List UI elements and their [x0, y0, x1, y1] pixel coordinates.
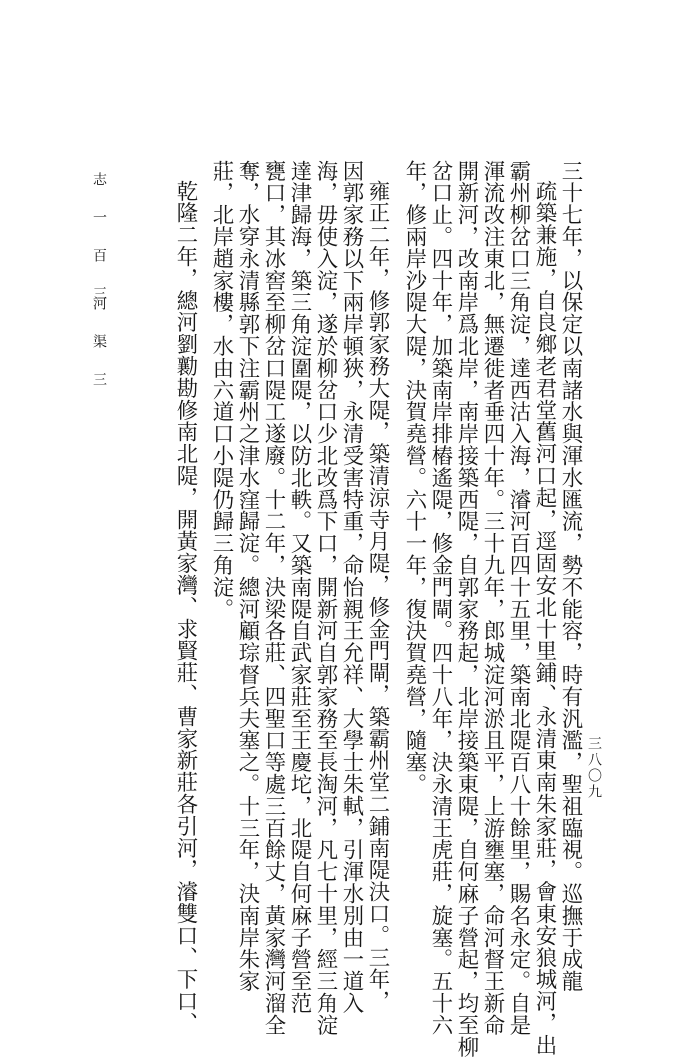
- text-column-4: 渾流改注東北，無遷徙者垂四十年。三十九年，郎城淀河淤且平，上游壅塞，命河督王新命: [480, 160, 505, 1036]
- text-column-11: 達津歸海，築三角淀圍隄，以防北軼。又築南隄自武家莊至王慶坨，北隄自何麻子營至范: [287, 160, 312, 1015]
- text-column-3: 霸州柳岔口三角淀，達西沽入海，濬河百四十五里，築南北隄百八十餘里，賜名永定。自是: [506, 160, 531, 1036]
- text-column-13: 奪，水穿永清縣郭下注霸州之津水窪歸淀。總河顧琮督兵夫塞之。十三年，決南岸朱家: [235, 160, 260, 993]
- text-column-7: 年，修兩岸沙隄大隄，決賀堯營。六十一年，復決賀堯營，隨塞。: [402, 160, 427, 796]
- text-column-10: 海，毋使入淀，遂於柳岔口少北改爲下口，開新河自郭家務至長淘河，凡七十里，經三角淀: [313, 160, 338, 1036]
- text-column-1: 三十七年，以保定以南諸水與渾水匯流，勢不能容，時有汎濫，聖祖臨視。巡撫于成龍: [558, 160, 583, 993]
- text-column-2: 疏築兼施，自良鄉老君堂舊河口起，逕固安北十里鋪、永清東南朱家莊，會東安狼城河，出: [532, 180, 557, 1056]
- page-number: 三八〇九: [586, 736, 602, 800]
- text-column-12: 甕口，其冰窖至柳岔口隄工遂廢。十二年，決梁各莊、四聖口等處三百餘丈，黃家灣河溜全: [261, 160, 286, 1036]
- text-column-15: 乾隆二年，總河劉勷勘修南北隄，開黃家灣、求賢莊、曹家新莊各引河，濬雙口、下口、: [173, 180, 198, 1035]
- text-column-8: 雍正二年，修郭家務大隄，築清涼寺月隄，修金門閘，築霸州堂二鋪南隄決口。三年，: [365, 180, 390, 1013]
- chapter-label: 河 渠 三: [91, 296, 107, 390]
- text-column-6: 岔口止。四十年，加築南岸排樁遙隄，修金門閘。四十八年，決永清王虎莊，旋塞。五十六: [428, 160, 453, 1036]
- text-column-5: 開新河，改南岸爲北岸，南岸接築西隄，自郭家務起，北岸接築東隄，自何麻子營起，均至柳: [454, 160, 479, 1058]
- text-column-14: 莊，北岸趙家樓，水由六道口小隄仍歸三角淀。: [209, 160, 234, 620]
- section-label: 志 一 百 三: [91, 172, 107, 304]
- text-column-9: 因郭家務以下兩岸頓狹，永清受害特重，命怡親王允祥、大學士朱軾，引渾水別由一道入: [339, 160, 364, 1015]
